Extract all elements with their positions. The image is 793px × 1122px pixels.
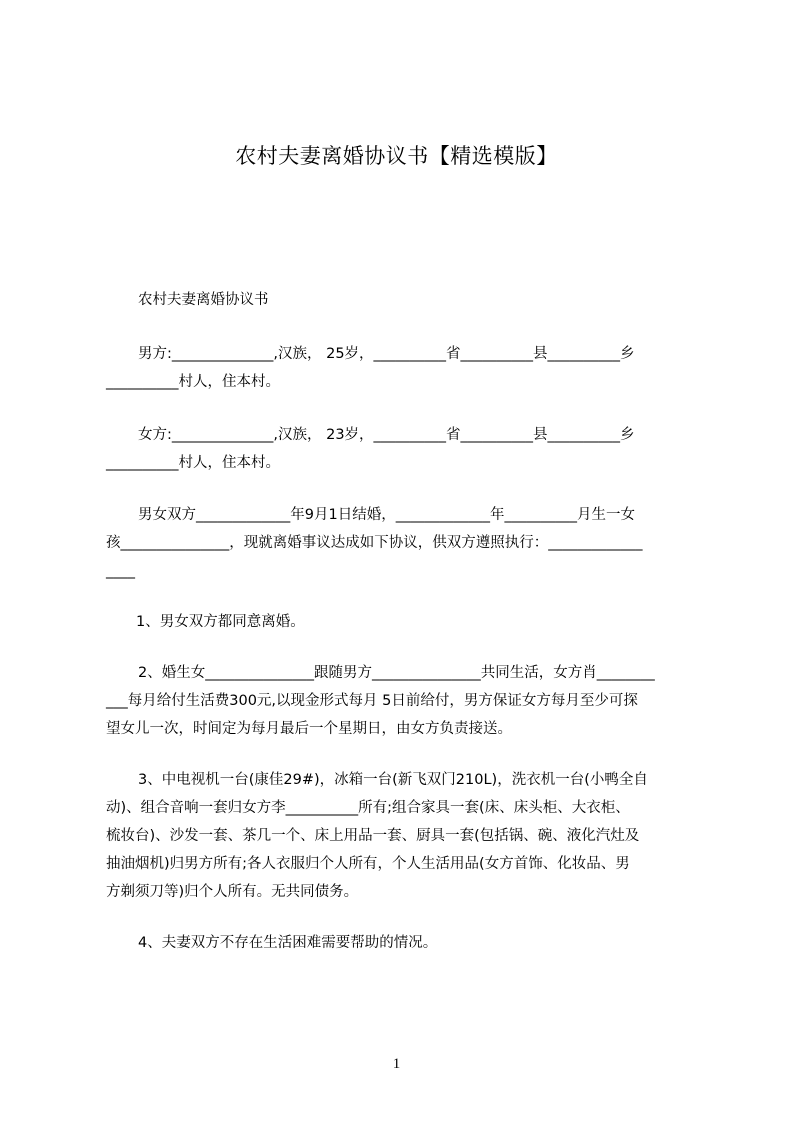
- clause-1: 1、男女双方都同意离婚。: [136, 614, 305, 630]
- male-party-line-2: __________村人，住本村。: [106, 374, 280, 390]
- intro-line-1: 男女双方_____________年9月1日结婚，_____________年__________月生一女: [138, 507, 635, 523]
- female-party-line-1: 女方:______________,汉族， 23岁，__________省__________县__________乡: [138, 427, 635, 443]
- clause-4: 4、夫妻双方不存在生活困难需要帮助的情况。: [138, 935, 438, 951]
- subtitle: 农村夫妻离婚协议书: [138, 292, 269, 308]
- intro-line-3: ____: [106, 563, 135, 579]
- clause-3-line-4: 抽油烟机)归男方所有;各人衣服归个人所有，个人生活用品(女方首饰、化妆品、男: [106, 856, 630, 872]
- clause-2-line-1: 2、婚生女_______________跟随男方_______________共同生活，女方肖________: [138, 665, 655, 681]
- intro-line-2: 孩_______________，现就离婚事议达成如下协议，供双方遵照执行：_____________: [106, 535, 643, 551]
- clause-3-line-2: 动)、组合音响一套归女方李__________所有;组合家具一套(床、床头柜、大衣柜、: [106, 800, 630, 816]
- page-number: 1: [392, 1056, 401, 1072]
- clause-3-line-5: 方剃须刀等)归个人所有。无共同债务。: [106, 884, 359, 900]
- clause-2-line-3: 望女儿一次，时间定为每月最后一个星期日，由女方负责接送。: [106, 721, 512, 737]
- female-party-line-2: __________村人，住本村。: [106, 455, 280, 471]
- document-title: 农村夫妻离婚协议书【精选模版】: [235, 144, 558, 168]
- clause-2-line-2: ___每月给付生活费300元,以现金形式每月 5日前给付，男方保证女方每月至少可探: [106, 693, 638, 709]
- clause-3-line-1: 3、中电视机一台(康佳29#)，冰箱一台(新飞双门210L)，洗衣机一台(小鸭全自: [138, 772, 648, 788]
- clause-3-line-3: 梳妆台)、沙发一套、茶几一个、床上用品一套、厨具一套(包括锅、碗、液化汽灶及: [106, 828, 640, 844]
- male-party-line-1: 男方:______________,汉族， 25岁，__________省__________县__________乡: [138, 346, 635, 362]
